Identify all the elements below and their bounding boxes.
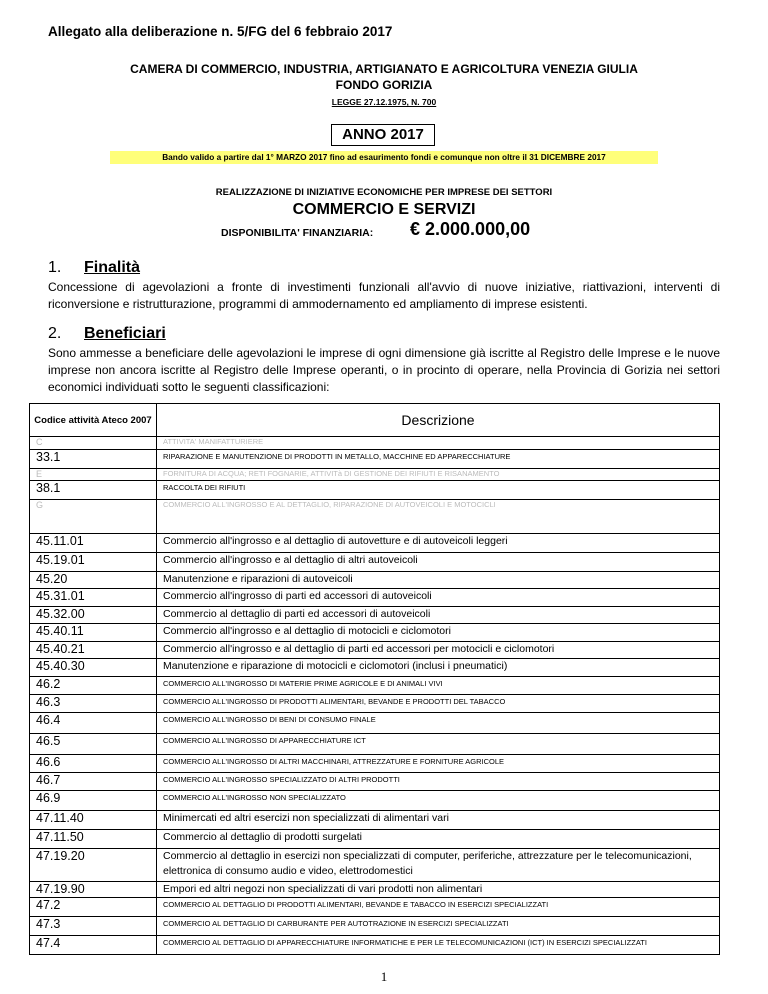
activity-description: COMMERCIO ALL'INGROSSO DI ALTRI MACCHINARI, ATTREZZATURE E FORNITURE AGRICOLE: [157, 755, 720, 773]
table-row: [30, 695, 720, 713]
activity-description: Minimercati ed altri esercizi non specializzati di alimentari vari: [157, 811, 720, 830]
section-2-heading: [48, 325, 348, 347]
table-row: [30, 481, 720, 500]
table-row: [30, 713, 720, 734]
availability-amount: € 2.000.000,00: [410, 219, 531, 239]
section-1-heading: [48, 259, 348, 281]
table-row: [30, 553, 720, 572]
table-row: [30, 469, 720, 481]
table-row: [30, 791, 720, 811]
ateco-code: 47.19.90: [30, 882, 157, 898]
table-row: [30, 572, 720, 589]
ateco-table: [29, 403, 720, 955]
ateco-code: 47.19.20: [30, 849, 157, 882]
activity-description: Commercio al dettaglio di parti ed accessori di autoveicoli: [157, 607, 720, 624]
table-row: [30, 607, 720, 624]
ateco-code: 46.6: [30, 755, 157, 773]
section-2-number: 2.: [48, 325, 62, 342]
table-row: [30, 917, 720, 936]
ateco-code: 47.11.50: [30, 830, 157, 849]
table-row: [30, 589, 720, 607]
section-1-text: Concessione di agevolazioni a fronte di investimenti funzionali all'avvio di nuove iniziative, riattivazioni, interventi di riconversione e ristrutturazione, programmi di ammodernamento ed ampliamento di imprese esistenti.: [48, 280, 720, 311]
ateco-code: 46.5: [30, 734, 157, 755]
table-row: [30, 500, 720, 534]
activity-description: COMMERCIO ALL'INGROSSO DI APPARECCHIATURE ICT: [157, 734, 720, 755]
table-row: [30, 659, 720, 677]
activity-description: COMMERCIO ALL'INGROSSO DI MATERIE PRIME AGRICOLE E DI ANIMALI VIVI: [157, 677, 720, 695]
initiatives-heading: REALIZZAZIONE DI INIZIATIVE ECONOMICHE PER IMPRESE DEI SETTORI: [215, 187, 553, 198]
ateco-code: C: [30, 437, 157, 450]
activity-description: FORNITURA DI ACQUA; RETI FOGNARIE, ATTIVITà DI GESTIONE DEI RIFIUTI E RISANAMENTO: [157, 469, 720, 481]
activity-description: COMMERCIO AL DETTAGLIO DI APPARECCHIATURE INFORMATICHE E PER LE TELECOMUNICAZIONI (ICT) IN ESERCIZI SPECIALIZZATI: [157, 936, 720, 955]
table-row: [30, 811, 720, 830]
activity-description: COMMERCIO ALL'INGROSSO DI PRODOTTI ALIMENTARI, BEVANDE E PRODOTTI DEL TABACCO: [157, 695, 720, 713]
ateco-code: 46.4: [30, 713, 157, 734]
table-row: [30, 849, 720, 882]
year-box: ANNO 2017: [331, 124, 435, 146]
ateco-code: 45.40.21: [30, 642, 157, 659]
activity-description: COMMERCIO AL DETTAGLIO DI PRODOTTI ALIMENTARI, BEVANDE E TABACCO IN ESERCIZI SPECIALIZZATI: [157, 898, 720, 917]
table-row: [30, 755, 720, 773]
ateco-code: 38.1: [30, 481, 157, 500]
ateco-code: 33.1: [30, 450, 157, 469]
law-reference: LEGGE 27.12.1975, N. 700: [331, 97, 437, 107]
section-2-title: Beneficiari: [84, 325, 166, 342]
table-row: [30, 936, 720, 955]
table-row: [30, 677, 720, 695]
ateco-code: 46.3: [30, 695, 157, 713]
institution-title: CAMERA DI COMMERCIO, INDUSTRIA, ARTIGIANATO E AGRICOLTURA VENEZIA GIULIA: [130, 62, 638, 76]
ateco-code: 45.11.01: [30, 534, 157, 553]
activity-description: COMMERCIO ALL'INGROSSO NON SPECIALIZZATO: [157, 791, 720, 811]
activity-description: RACCOLTA DEI RIFIUTI: [157, 481, 720, 500]
bando-validity: Bando valido a partire dal 1° MARZO 2017 fino ad esaurimento fondi e comunque non oltre il 31 DICEMBRE 2017: [110, 151, 658, 164]
activity-description: Manutenzione e riparazioni di autoveicoli: [157, 572, 720, 589]
activity-description: Commercio al dettaglio in esercizi non specializzati di computer, periferiche, attrezzature per le telecomunicazioni, elettronica di consumo audio e video, elettrodomestici: [157, 849, 720, 882]
table-row: [30, 773, 720, 791]
activity-description: Empori ed altri negozi non specializzati di vari prodotti non alimentari: [157, 882, 720, 898]
activity-description: COMMERCIO ALL'INGROSSO E AL DETTAGLIO, RIPARAZIONE DI AUTOVEICOLI E MOTOCICLI: [157, 500, 720, 534]
activity-description: Manutenzione e riparazione di motocicli e ciclomotori (inclusi i pneumatici): [157, 659, 720, 677]
ateco-code: G: [30, 500, 157, 534]
ateco-code: 47.2: [30, 898, 157, 917]
ateco-code: E: [30, 469, 157, 481]
table-row: [30, 642, 720, 659]
ateco-code: 45.19.01: [30, 553, 157, 572]
ateco-code: 47.3: [30, 917, 157, 936]
activity-description: Commercio all'ingrosso e al dettaglio di motocicli e ciclomotori: [157, 624, 720, 642]
ateco-code: 45.32.00: [30, 607, 157, 624]
availability-label: DISPONIBILITA' FINANZIARIA:: [221, 227, 374, 239]
ateco-code: 47.11.40: [30, 811, 157, 830]
activity-description: Commercio all'ingrosso e al dettaglio di parti ed accessori per motocicli e ciclomotori: [157, 642, 720, 659]
ateco-code: 45.20: [30, 572, 157, 589]
table-row: [30, 624, 720, 642]
activity-description: RIPARAZIONE E MANUTENZIONE DI PRODOTTI IN METALLO, MACCHINE ED APPARECCHIATURE: [157, 450, 720, 469]
table-row: [30, 830, 720, 849]
activity-description: Commercio all'ingrosso e al dettaglio di altri autoveicoli: [157, 553, 720, 572]
table-row: [30, 734, 720, 755]
activity-description: Commercio al dettaglio di prodotti surgelati: [157, 830, 720, 849]
activity-description: Commercio all'ingrosso e al dettaglio di autovetture e di autoveicoli leggeri: [157, 534, 720, 553]
activity-description: COMMERCIO ALL'INGROSSO SPECIALIZZATO DI ALTRI PRODOTTI: [157, 773, 720, 791]
ateco-code: 45.40.11: [30, 624, 157, 642]
activity-description: ATTIVITA' MANIFATTURIERE: [157, 437, 720, 450]
table-row: [30, 534, 720, 553]
fund-title: FONDO GORIZIA: [335, 78, 433, 92]
section-1-number: 1.: [48, 259, 62, 276]
section-2-text: Sono ammesse a beneficiare delle agevolazioni le imprese di ogni dimensione già iscritte al Registro delle Imprese e le nuove imprese non ancora iscritte al Registro delle Imprese operanti, o in procinto di operare, nella Provincia di Gorizia nei settori economici individuati sotto le seguenti classificazioni:: [48, 346, 720, 394]
activity-description: COMMERCIO AL DETTAGLIO DI CARBURANTE PER AUTOTRAZIONE IN ESERCIZI SPECIALIZZATI: [157, 917, 720, 936]
activity-description: COMMERCIO ALL'INGROSSO DI BENI DI CONSUMO FINALE: [157, 713, 720, 734]
column-header-description: Descrizione: [157, 404, 720, 437]
ateco-code: 46.7: [30, 773, 157, 791]
ateco-code: 46.9: [30, 791, 157, 811]
table-row: [30, 898, 720, 917]
table-row: [30, 437, 720, 450]
page-header: Allegato alla deliberazione n. 5/FG del 6 febbraio 2017: [48, 24, 393, 39]
table-row: [30, 450, 720, 469]
section-1-title: Finalità: [84, 259, 141, 276]
column-header-code: Codice attività Ateco 2007: [30, 404, 157, 437]
ateco-code: 46.2: [30, 677, 157, 695]
page-number: 1: [380, 969, 388, 984]
ateco-code: 45.31.01: [30, 589, 157, 607]
sector-title: COMMERCIO E SERVIZI: [292, 201, 476, 218]
activity-description: Commercio all'ingrosso di parti ed accessori di autoveicoli: [157, 589, 720, 607]
ateco-code: 47.4: [30, 936, 157, 955]
table-row: [30, 882, 720, 898]
ateco-code: 45.40.30: [30, 659, 157, 677]
table-header-row: [30, 404, 720, 437]
